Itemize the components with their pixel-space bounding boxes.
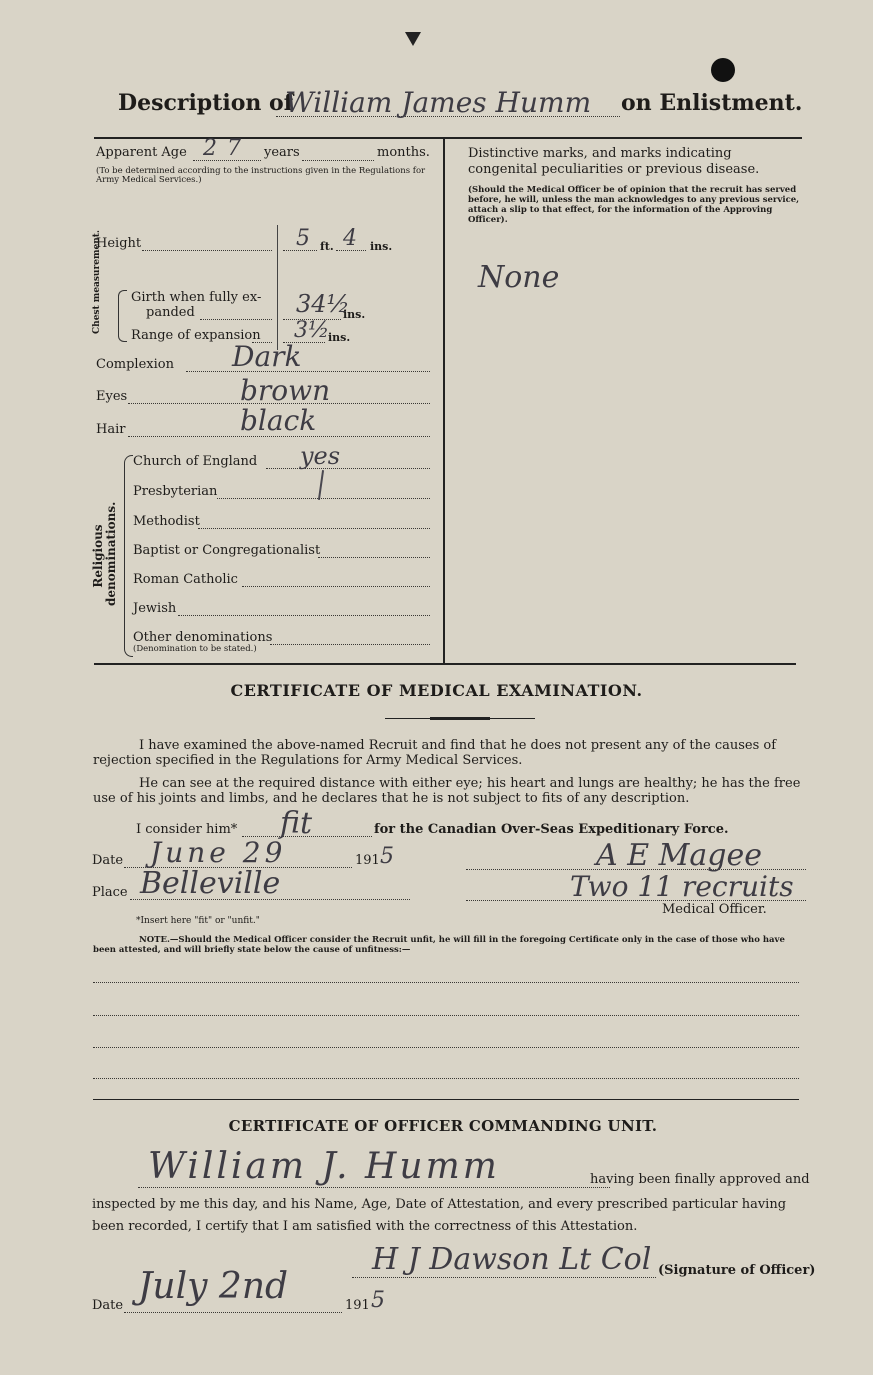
eyes-label: Eyes <box>96 389 128 404</box>
chest-bracket <box>118 290 127 342</box>
years-label: years <box>264 145 300 160</box>
section-rule <box>94 663 796 665</box>
girth-value: 34½ <box>296 290 350 318</box>
denomination-roman-catholic-label: Roman Catholic <box>133 572 238 587</box>
title-suffix: on Enlistment. <box>621 90 803 116</box>
denomination-church-of-england-label: Church of England <box>133 454 258 469</box>
unfitness-line-3 <box>93 1047 799 1048</box>
commanding-officer-signature: H J Dawson Lt Col <box>372 1242 652 1277</box>
denomination-presbyterian-label: Presbyterian <box>133 484 218 499</box>
ft-label: ft. <box>320 240 334 253</box>
officer-signature-line <box>352 1277 656 1278</box>
hair-label: Hair <box>96 422 126 437</box>
denomination-line <box>270 644 430 645</box>
religious-denominations-label: Religious denominations. <box>91 501 118 606</box>
range-value: 3½ <box>294 318 330 343</box>
distinctive-marks-note: (Should the Medical Officer be of opinion that the recruit has served before, he will, unless the man acknowledges to any previous service, attach a slip to that effect, for the information of the Approving Officer). <box>468 185 800 225</box>
top-rule <box>94 137 802 139</box>
apparent-age-label: Apparent Age <box>96 145 187 160</box>
medical-paragraph-2: He can see at the required distance with either eye; his heart and lungs are healthy; he has the free use of his joints and limbs, and he declares that he is not subject to fits of any description. <box>93 776 801 806</box>
chest-measurement-label: Chest measurement. <box>92 229 102 334</box>
commanding-certificate-heading: CERTIFICATE OF OFFICER COMMANDING UNIT. <box>228 1117 658 1135</box>
medical-heading-divider-bold <box>430 717 490 720</box>
medical-officer-signature: A E Magee <box>596 838 762 873</box>
denomination-jewish-label: Jewish <box>133 601 177 616</box>
commanding-name-handwriting: William J. Humm <box>148 1146 500 1187</box>
consider-suffix: for the Canadian Over-Seas Expeditionary Force. <box>374 822 729 837</box>
commanding-date-label: Date <box>92 1298 124 1313</box>
medical-note: NOTE.—Should the Medical Officer consider the Recruit unfit, he will fill in the foregoing Certificate only in the case of those who have been attested, and will briefly state below the cause of unfitness:— <box>93 935 785 955</box>
medical-date-value: June 29 <box>150 836 287 869</box>
range-label: Range of expansion <box>131 328 261 343</box>
height-ins-label: ins. <box>370 240 393 253</box>
medical-date-label: Date <box>92 853 124 868</box>
signature-of-officer-label: (Signature of Officer) <box>658 1263 816 1278</box>
girth-ins-label: ins. <box>343 308 366 321</box>
complexion-line <box>186 371 430 372</box>
distinctive-marks-heading: Distinctive marks, and marks indicating congenital peculiarities or previous disease. <box>468 146 760 177</box>
medical-year-value: 5 <box>380 844 394 869</box>
denomination-methodist-label: Methodist <box>133 514 200 529</box>
commanding-year-prefix: 191 <box>345 1298 370 1313</box>
denomination-other-label: Other denominations <box>133 630 273 645</box>
consider-label: I consider him* <box>136 822 238 837</box>
ink-mark-decoration <box>405 32 421 46</box>
girth-line <box>200 319 272 320</box>
section-rule-2 <box>93 1099 799 1100</box>
ink-blot-decoration <box>711 58 735 82</box>
title-name-handwriting: William James Humm <box>285 86 592 119</box>
commanding-name-line <box>138 1187 610 1188</box>
denomination-line <box>178 615 430 616</box>
denomination-line <box>318 557 430 558</box>
ditto-stroke <box>318 470 324 500</box>
unfitness-line-4 <box>93 1078 799 1079</box>
medical-certificate-heading: CERTIFICATE OF MEDICAL EXAMINATION. <box>230 681 643 700</box>
denomination-line <box>266 468 430 469</box>
girth-label-1: Girth when fully ex- <box>131 290 262 305</box>
inner-column-rule <box>277 225 278 350</box>
unfitness-line-2 <box>93 1015 799 1016</box>
religion-bracket <box>124 455 133 657</box>
commanding-date-value: July 2nd <box>138 1266 289 1307</box>
unfitness-line-1 <box>93 982 799 983</box>
commanding-text-2: inspected by me this day, and his Name, Age, Date of Attestation, and every prescribed particular having <box>92 1197 787 1212</box>
title-prefix: Description of <box>118 90 294 116</box>
eyes-value: brown <box>240 374 331 407</box>
commanding-year-value: 5 <box>371 1288 385 1313</box>
age-note: (To be determined according to the instructions given in the Regulations for Army Medical Services.) <box>96 166 426 185</box>
other-denomination-note: (Denomination to be stated.) <box>133 644 257 654</box>
complexion-value: Dark <box>232 340 302 373</box>
complexion-label: Complexion <box>96 357 174 372</box>
denomination-church-of-england-value: yes <box>300 442 341 470</box>
medical-paragraph-1: I have examined the above-named Recruit and find that he does not present any of the causes of rejection specified in the Regulations for Army Medical Services. <box>93 738 777 768</box>
commanding-text-1: having been finally approved and <box>590 1172 810 1187</box>
column-divider <box>443 139 445 664</box>
range-ins-label: ins. <box>328 331 351 344</box>
consider-value: fit <box>280 806 313 841</box>
height-ft-value: 5 <box>296 226 310 251</box>
commanding-date-line <box>124 1312 342 1313</box>
medical-officer-unit: Two 11 recruits <box>570 870 794 903</box>
medical-officer-label: Medical Officer. <box>662 902 767 917</box>
denomination-line <box>198 528 430 529</box>
age-value: 27 <box>203 136 251 161</box>
denomination-line <box>217 498 430 499</box>
medical-place-value: Belleville <box>140 866 281 901</box>
medical-year-prefix: 191 <box>355 853 380 868</box>
denomination-line <box>242 586 430 587</box>
girth-label-2: panded <box>146 305 195 320</box>
height-line-left <box>142 250 272 251</box>
commanding-text-3: been recorded, I certify that I am satisfied with the correctness of this Attestation. <box>92 1219 638 1234</box>
denomination-baptist-label: Baptist or Congregationalist <box>133 543 321 558</box>
months-line <box>302 160 374 161</box>
months-label: months. <box>377 145 430 160</box>
distinctive-marks-value: None <box>478 260 560 295</box>
medical-place-label: Place <box>92 885 128 900</box>
hair-value: black <box>240 404 317 437</box>
height-in-value: 4 <box>343 226 357 251</box>
insert-note: *Insert here "fit" or "unfit." <box>136 916 260 926</box>
height-label: Height <box>96 236 142 251</box>
